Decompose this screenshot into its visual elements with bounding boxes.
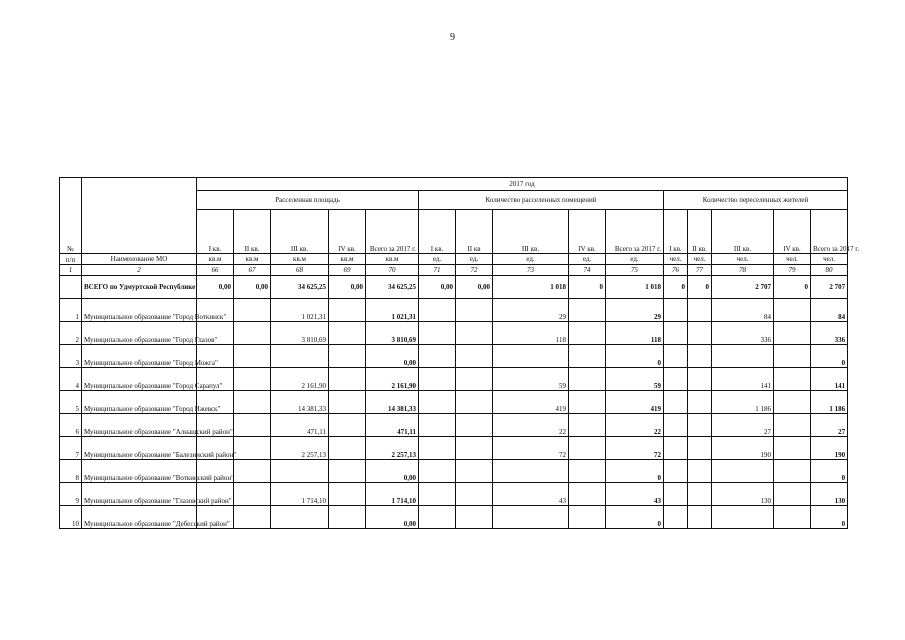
row-number xyxy=(60,276,82,299)
data-cell xyxy=(712,460,774,483)
data-cell: 1 021,31 xyxy=(366,299,419,322)
data-cell xyxy=(234,299,271,322)
header-unit: чел. xyxy=(712,254,774,265)
municipality-name: Муниципальное образование "Город Воткинск" xyxy=(82,299,197,322)
data-cell: 0,00 xyxy=(234,276,271,299)
column-number: 68 xyxy=(271,265,329,276)
data-cell: 34 625,25 xyxy=(366,276,419,299)
table-row xyxy=(60,437,848,460)
data-cell xyxy=(688,437,712,460)
data-cell: 0 xyxy=(811,460,848,483)
data-cell xyxy=(664,368,688,391)
data-cell: 0,00 xyxy=(366,506,419,529)
data-cell: 1 021,31 xyxy=(271,299,329,322)
data-cell xyxy=(419,483,456,506)
data-cell xyxy=(712,345,774,368)
data-cell: 2 257,13 xyxy=(366,437,419,460)
data-cell xyxy=(456,437,493,460)
data-cell: 43 xyxy=(493,483,569,506)
data-cell xyxy=(234,368,271,391)
data-cell xyxy=(688,299,712,322)
resettlement-table xyxy=(59,177,860,529)
data-cell xyxy=(456,414,493,437)
data-cell xyxy=(456,391,493,414)
data-cell xyxy=(664,460,688,483)
data-cell xyxy=(664,322,688,345)
data-cell xyxy=(419,506,456,529)
header-unit: ед. xyxy=(569,254,606,265)
row-number: 7 xyxy=(60,437,82,460)
row-number: 8 xyxy=(60,460,82,483)
data-cell: 336 xyxy=(811,322,848,345)
header-year: 2017 год xyxy=(197,178,848,191)
row-number: 9 xyxy=(60,483,82,506)
data-cell xyxy=(419,322,456,345)
data-cell xyxy=(234,506,271,529)
data-cell xyxy=(569,506,606,529)
column-number: 1 xyxy=(60,265,82,276)
data-cell: 59 xyxy=(606,368,664,391)
header-no-spacer: № xyxy=(60,178,82,254)
header-unit: ед. xyxy=(493,254,569,265)
table-body xyxy=(60,178,860,529)
data-cell xyxy=(664,299,688,322)
header-area-quarter-1: I кв. xyxy=(197,210,234,254)
data-cell xyxy=(329,506,366,529)
data-cell xyxy=(234,391,271,414)
column-number: 77 xyxy=(688,265,712,276)
data-cell xyxy=(329,368,366,391)
data-cell xyxy=(456,368,493,391)
table-row xyxy=(60,483,848,506)
column-number: 76 xyxy=(664,265,688,276)
header-unit: кв.м xyxy=(366,254,419,265)
municipality-name: Муниципальное образование "Город Сарапул" xyxy=(82,368,197,391)
data-cell: 0 xyxy=(664,276,688,299)
municipality-name: Муниципальное образование "Алнашский район" xyxy=(82,414,197,437)
data-cell: 471,11 xyxy=(271,414,329,437)
column-number: 2 xyxy=(82,265,197,276)
data-cell: 0 xyxy=(688,276,712,299)
data-cell xyxy=(774,299,811,322)
data-cell xyxy=(419,460,456,483)
data-cell xyxy=(688,414,712,437)
data-cell xyxy=(664,506,688,529)
row-number: 3 xyxy=(60,345,82,368)
header-people-quarter-3: III кв. xyxy=(712,210,774,254)
column-number: 73 xyxy=(493,265,569,276)
header-area-quarter-2: II кв. xyxy=(234,210,271,254)
data-cell xyxy=(271,345,329,368)
header-group-area: Расселенная площадь xyxy=(197,191,419,210)
data-cell: 0,00 xyxy=(197,276,234,299)
header-unit: чел. xyxy=(688,254,712,265)
column-number: 71 xyxy=(419,265,456,276)
data-cell xyxy=(329,345,366,368)
row-number: 10 xyxy=(60,506,82,529)
header-people-quarter-5: Всего за 2017 г. xyxy=(811,210,848,254)
table-row xyxy=(60,368,848,391)
data-cell xyxy=(688,368,712,391)
data-cell: 0,00 xyxy=(456,276,493,299)
data-cell xyxy=(688,506,712,529)
header-rooms-quarter-3: III кв. xyxy=(493,210,569,254)
header-numbers-row xyxy=(60,265,848,276)
header-people-quarter-4: IV кв. xyxy=(774,210,811,254)
header-unit: кв.м xyxy=(197,254,234,265)
data-cell xyxy=(329,322,366,345)
header-rooms-quarter-5: Всего за 2017 г. xyxy=(606,210,664,254)
table-row xyxy=(60,391,848,414)
header-name-spacer xyxy=(82,178,197,254)
data-cell: 1 018 xyxy=(606,276,664,299)
data-cell: 2 161,90 xyxy=(366,368,419,391)
municipality-name: Муниципальное образование "Глазовский район" xyxy=(82,483,197,506)
data-cell xyxy=(493,345,569,368)
column-number: 72 xyxy=(456,265,493,276)
data-cell: 2 707 xyxy=(712,276,774,299)
data-cell xyxy=(569,391,606,414)
data-cell xyxy=(419,299,456,322)
data-cell xyxy=(774,506,811,529)
header-unit: чел. xyxy=(811,254,848,265)
data-cell: 471,11 xyxy=(366,414,419,437)
column-number: 70 xyxy=(366,265,419,276)
row-number: 6 xyxy=(60,414,82,437)
row-number: 4 xyxy=(60,368,82,391)
header-unit: ед. xyxy=(419,254,456,265)
header-unit: ед. xyxy=(456,254,493,265)
data-cell xyxy=(688,391,712,414)
data-cell: 118 xyxy=(493,322,569,345)
data-cell: 2 707 xyxy=(811,276,848,299)
column-number: 79 xyxy=(774,265,811,276)
data-cell: 22 xyxy=(493,414,569,437)
data-cell: 3 810,69 xyxy=(271,322,329,345)
header-units-row xyxy=(60,254,848,265)
data-cell xyxy=(569,345,606,368)
column-number: 67 xyxy=(234,265,271,276)
header-unit: кв.м xyxy=(271,254,329,265)
data-cell: 22 xyxy=(606,414,664,437)
column-number: 75 xyxy=(606,265,664,276)
data-cell xyxy=(493,506,569,529)
header-unit: кв.м xyxy=(329,254,366,265)
data-cell xyxy=(774,368,811,391)
data-cell xyxy=(774,460,811,483)
data-cell: 3 810,69 xyxy=(366,322,419,345)
table-row xyxy=(60,299,848,322)
data-cell xyxy=(688,483,712,506)
data-cell xyxy=(329,299,366,322)
table-row xyxy=(60,460,848,483)
data-cell xyxy=(688,322,712,345)
data-cell xyxy=(456,299,493,322)
data-cell: 72 xyxy=(606,437,664,460)
data-cell: 336 xyxy=(712,322,774,345)
data-cell: 29 xyxy=(493,299,569,322)
header-rooms-quarter-4: IV кв. xyxy=(569,210,606,254)
municipality-name: Муниципальное образование "Город Ижевск" xyxy=(82,391,197,414)
data-cell xyxy=(234,437,271,460)
data-cell: 0,00 xyxy=(329,276,366,299)
header-rooms-quarter-1: I кв. xyxy=(419,210,456,254)
data-cell: 0,00 xyxy=(366,460,419,483)
data-cell: 0 xyxy=(811,506,848,529)
table-row xyxy=(60,345,848,368)
data-cell: 27 xyxy=(811,414,848,437)
data-cell xyxy=(456,506,493,529)
data-cell: 130 xyxy=(712,483,774,506)
data-cell: 141 xyxy=(712,368,774,391)
data-cell: 118 xyxy=(606,322,664,345)
municipality-name: Муниципальное образование "Балезинский район" xyxy=(82,437,197,460)
data-cell xyxy=(664,414,688,437)
header-group-people: Количество переселенных жителей xyxy=(664,191,848,210)
data-cell xyxy=(664,483,688,506)
data-cell xyxy=(493,460,569,483)
data-cell xyxy=(569,299,606,322)
data-cell xyxy=(774,483,811,506)
header-people-quarter-1: I кв. xyxy=(664,210,688,254)
data-cell xyxy=(419,414,456,437)
header-unit: чел. xyxy=(664,254,688,265)
data-cell xyxy=(329,437,366,460)
data-cell: 84 xyxy=(811,299,848,322)
column-number: 78 xyxy=(712,265,774,276)
data-cell xyxy=(329,460,366,483)
data-cell xyxy=(234,460,271,483)
table-row xyxy=(60,414,848,437)
header-area-quarter-4: IV кв. xyxy=(329,210,366,254)
data-cell: 130 xyxy=(811,483,848,506)
municipality-name: Муниципальное образование "Город Глазов" xyxy=(82,322,197,345)
data-cell: 14 381,33 xyxy=(271,391,329,414)
total-row xyxy=(60,276,848,299)
data-cell: 0,00 xyxy=(366,345,419,368)
data-cell xyxy=(456,345,493,368)
table-row xyxy=(60,322,848,345)
data-cell: 190 xyxy=(712,437,774,460)
data-cell xyxy=(569,483,606,506)
data-cell xyxy=(234,414,271,437)
data-cell xyxy=(664,391,688,414)
data-cell xyxy=(664,345,688,368)
data-cell xyxy=(569,437,606,460)
data-cell xyxy=(419,437,456,460)
row-number: 1 xyxy=(60,299,82,322)
row-number: 5 xyxy=(60,391,82,414)
data-cell xyxy=(419,368,456,391)
row-number: 2 xyxy=(60,322,82,345)
data-cell: 0,00 xyxy=(419,276,456,299)
data-cell: 0 xyxy=(606,506,664,529)
data-cell xyxy=(688,460,712,483)
data-cell xyxy=(329,391,366,414)
page-number: 9 xyxy=(450,32,455,43)
data-cell xyxy=(419,345,456,368)
header-people-quarter-2: II кв. xyxy=(688,210,712,254)
data-cell: 0 xyxy=(606,345,664,368)
data-cell xyxy=(234,322,271,345)
header-area-quarter-3: III кв. xyxy=(271,210,329,254)
header-no-sub: п/п xyxy=(60,254,82,265)
data-cell: 2 257,13 xyxy=(271,437,329,460)
header-area-quarter-5: Всего за 2017 г. xyxy=(366,210,419,254)
data-cell: 43 xyxy=(606,483,664,506)
data-cell xyxy=(774,437,811,460)
data-cell: 1 018 xyxy=(493,276,569,299)
data-cell xyxy=(774,322,811,345)
data-cell xyxy=(569,460,606,483)
data-cell: 27 xyxy=(712,414,774,437)
data-cell xyxy=(234,345,271,368)
column-number: 69 xyxy=(329,265,366,276)
data-cell: 1 186 xyxy=(811,391,848,414)
data-cell: 419 xyxy=(606,391,664,414)
data-cell xyxy=(419,391,456,414)
header-unit: чел. xyxy=(774,254,811,265)
data-cell xyxy=(271,460,329,483)
data-cell: 1 714,10 xyxy=(366,483,419,506)
data-cell xyxy=(569,368,606,391)
header-unit: ед. xyxy=(606,254,664,265)
data-cell: 14 381,33 xyxy=(366,391,419,414)
data-cell: 0 xyxy=(569,276,606,299)
header-rooms-quarter-2: II кв xyxy=(456,210,493,254)
municipality-name: Муниципальное образование "Воткинский район" xyxy=(82,460,197,483)
data-cell: 84 xyxy=(712,299,774,322)
data-cell: 0 xyxy=(606,460,664,483)
municipality-name: Муниципальное образование "Город Можга" xyxy=(82,345,197,368)
municipality-name: Муниципальное образование "Дебесский район" xyxy=(82,506,197,529)
data-cell xyxy=(329,483,366,506)
data-cell: 190 xyxy=(811,437,848,460)
data-cell xyxy=(271,506,329,529)
column-number: 66 xyxy=(197,265,234,276)
header-unit: кв.м xyxy=(234,254,271,265)
data-cell: 34 625,25 xyxy=(271,276,329,299)
data-cell xyxy=(456,322,493,345)
data-cell: 72 xyxy=(493,437,569,460)
data-cell xyxy=(569,414,606,437)
data-cell: 419 xyxy=(493,391,569,414)
data-cell xyxy=(688,345,712,368)
column-number: 80 xyxy=(811,265,848,276)
data-cell xyxy=(234,483,271,506)
header-name: Наименование МО xyxy=(82,254,197,265)
data-cell xyxy=(774,391,811,414)
data-cell: 0 xyxy=(811,345,848,368)
data-cell: 2 161,90 xyxy=(271,368,329,391)
data-cell: 1 714,10 xyxy=(271,483,329,506)
data-cell xyxy=(664,437,688,460)
column-number: 74 xyxy=(569,265,606,276)
data-cell xyxy=(456,483,493,506)
data-cell xyxy=(712,506,774,529)
header-group-rooms: Количество расселенных помещений xyxy=(419,191,664,210)
data-cell xyxy=(456,460,493,483)
data-cell: 59 xyxy=(493,368,569,391)
data-cell: 0 xyxy=(774,276,811,299)
data-cell xyxy=(774,414,811,437)
data-cell: 141 xyxy=(811,368,848,391)
data-cell xyxy=(569,322,606,345)
municipality-name: ВСЕГО по Удмуртской Республике xyxy=(82,276,197,299)
data-cell xyxy=(774,345,811,368)
data-cell: 29 xyxy=(606,299,664,322)
table-row xyxy=(60,506,848,529)
data-cell xyxy=(329,414,366,437)
data-cell: 1 186 xyxy=(712,391,774,414)
